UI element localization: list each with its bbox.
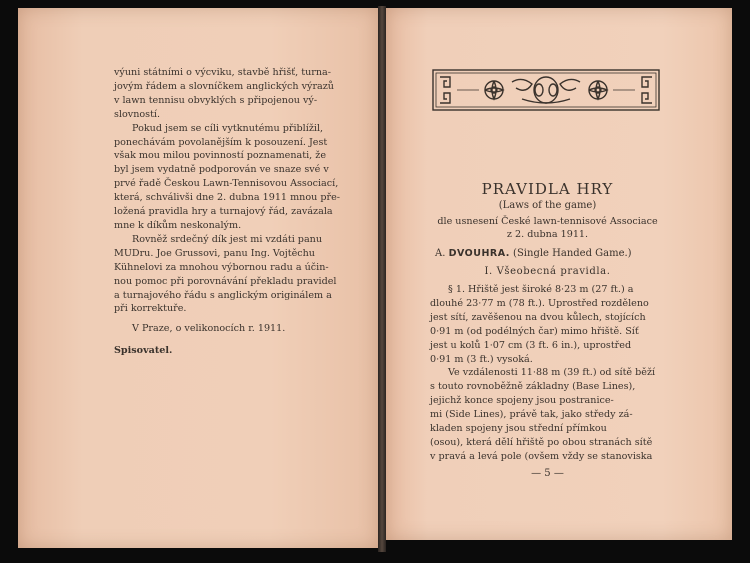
rules-paragraph-1: [430, 283, 658, 366]
text-line: jejichž konce spojeny jsou postranice-: [430, 395, 614, 407]
rules-text: [430, 283, 658, 464]
text-line: která, schválivši dne 2. dubna 1911 mnou pře-: [114, 192, 341, 204]
text-line: při korrektuře.: [114, 303, 187, 315]
text-line: prvé řadě Českou Lawn-Tennisovou Associací,: [114, 178, 339, 190]
text-line: § 1. Hřiště jest široké 8·23 m (27 ft.) a: [448, 284, 634, 295]
book-gutter: [378, 6, 386, 552]
page-number: — 5 —: [531, 468, 564, 479]
text-line: kladen spojeny jsou střední přímkou: [430, 423, 607, 435]
text-line: MUDru. Joe Grussovi, panu Ing. Vojtěchu: [114, 247, 315, 259]
text-line: nou pomoc při porovnávání překladu pravidel: [114, 275, 337, 287]
text-line: s touto rovnoběžně základny (Base Lines),: [430, 381, 636, 393]
text-line: a turnajového řádu s anglickým originálem a: [114, 289, 332, 301]
text-line: jest sítí, zavěšenou na dvou kůlech, stojících: [430, 311, 646, 323]
text-line: slovností.: [114, 108, 161, 120]
text-line: jovým řádem a slovníčkem anglických výrazů: [114, 80, 334, 92]
subsection-heading: I. Všeobecná pravidla.: [484, 266, 611, 277]
text-line: 0·91 m (od podélných čar) mimo hřiště. Síť: [430, 325, 639, 337]
left-page-text: [114, 66, 342, 358]
text-line: Pokud jsem se cíli vytknutému přiblížil,: [132, 122, 324, 134]
left-paragraph-1: [114, 66, 342, 122]
text-line: však mou milou povinností poznamenati, že: [114, 150, 326, 162]
text-line: dlouhé 23·77 m (78 ft.). Uprostřed rozděleno: [430, 297, 649, 309]
text-line: (osou), která dělí hřiště po obou stranách sítě: [430, 436, 653, 448]
text-line: mne k díkům neskonalým.: [114, 219, 242, 231]
text-line: ponechávám povolanějším k posouzení. Jest: [114, 136, 328, 148]
left-paragraph-2: [114, 122, 342, 233]
signature: Spisovatel.: [114, 345, 173, 357]
page-title: PRAVIDLA HRY: [481, 180, 614, 198]
place-date: V Praze, o velikonocích r. 1911.: [132, 323, 286, 335]
text-line: Kühnelovi za mnohou výbornou radu a účin-: [114, 261, 329, 273]
page-subtitle: (Laws of the game): [498, 200, 597, 211]
resolution-line-1: dle usnesení České lawn-tennisové Associace: [437, 216, 658, 227]
text-line: výuni státními o výcviku, stavbě hřišť, turna-: [114, 67, 332, 78]
text-line: mi (Side Lines), právě tak, jako středy zá-: [430, 409, 633, 421]
text-line: Rovněž srdečný dík jest mi vzdáti panu: [132, 233, 323, 245]
rules-paragraph-2: [430, 366, 658, 463]
text-line: v pravá a levá pole (ovšem vždy se stanoviska: [430, 450, 653, 462]
ornament-header-icon: [432, 67, 660, 113]
text-line: Ve vzdálenosti 11·88 m (39 ft.) od sítě běží: [448, 367, 656, 379]
text-line: v lawn tennisu obvyklých s připojenou vý-: [114, 94, 318, 106]
section-prefix: A.: [435, 248, 446, 259]
section-heading: [435, 248, 632, 259]
text-line: ložená pravidla hry a turnajový řád, zavázala: [114, 206, 333, 218]
resolution-line-2: z 2. dubna 1911.: [506, 229, 589, 240]
section-note: (Single Handed Game.): [513, 248, 632, 259]
section-label: DVOUHRA.: [448, 248, 510, 259]
text-line: byl jsem vydatně podporován ve snaze své v: [114, 164, 329, 176]
left-paragraph-3: [114, 233, 342, 316]
text-line: 0·91 m (3 ft.) vysoká.: [430, 353, 533, 365]
text-line: jest u kolů 1·07 cm (3 ft. 6 in.), uprostřed: [430, 339, 632, 351]
